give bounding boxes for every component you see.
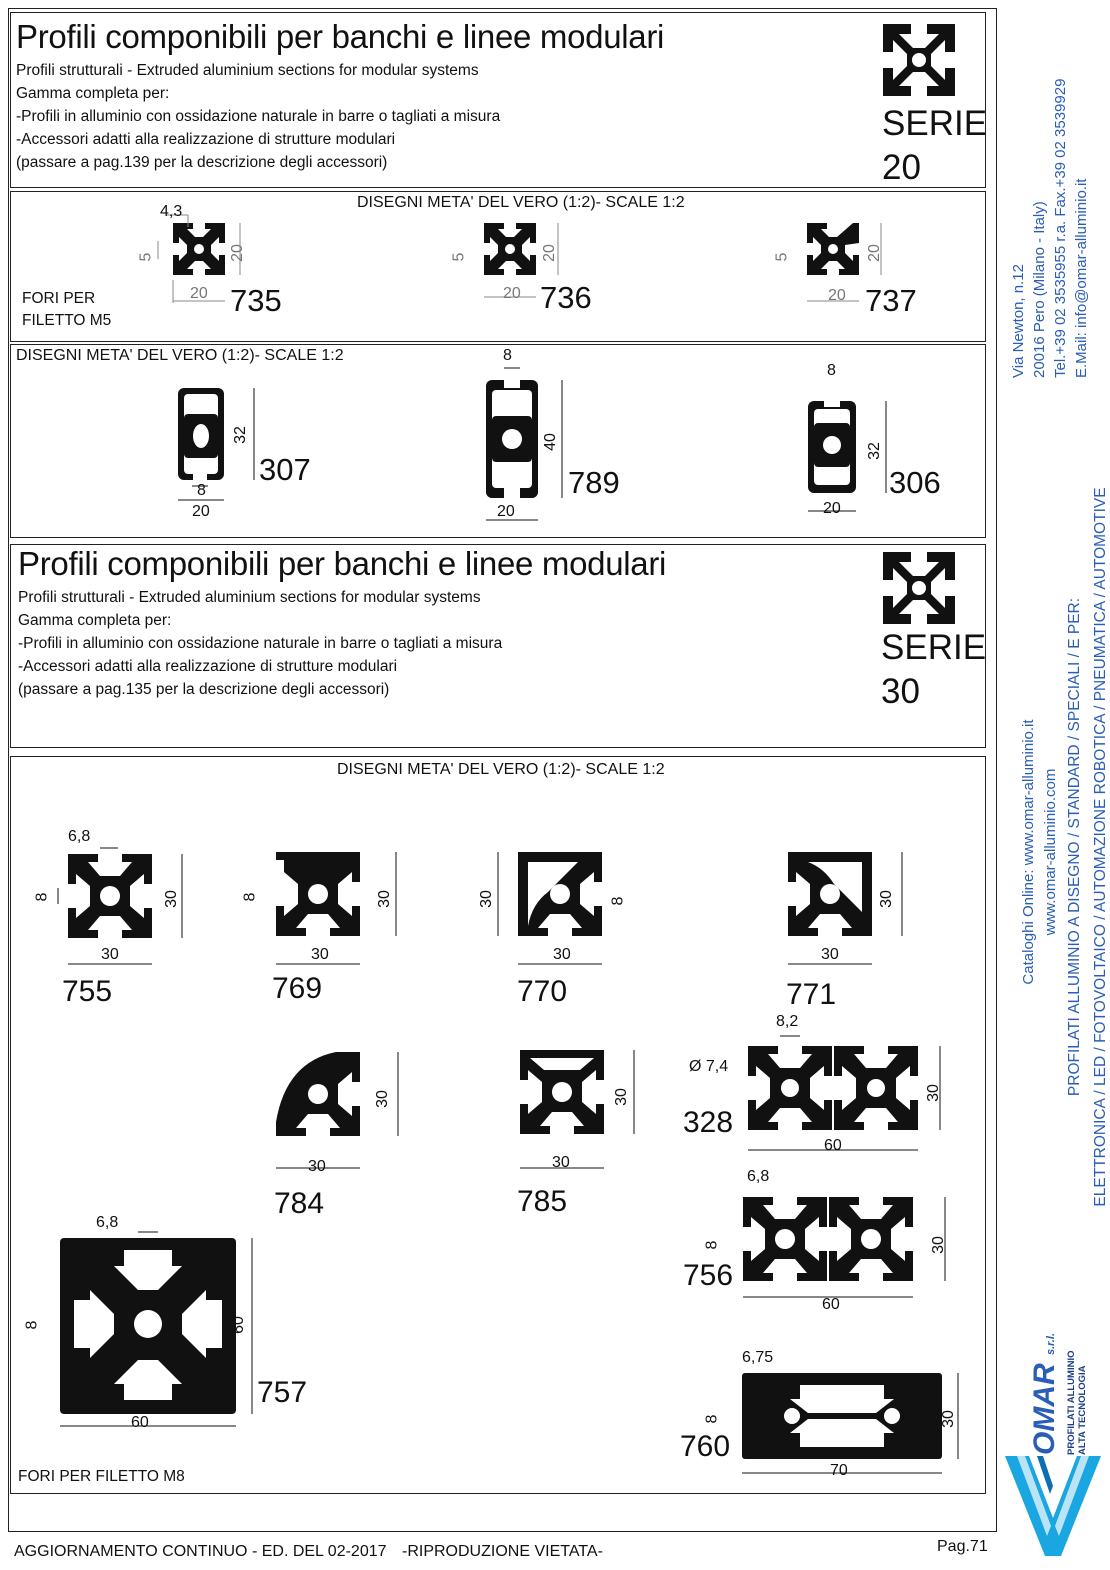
dim-label: 6,8 [747,1168,770,1185]
profile-code-770: 770 [517,975,568,1008]
profile-code-757: 757 [257,1376,308,1409]
omar-logo-mark [1003,1452,1103,1560]
profile-code-760: 760 [680,1430,731,1463]
dim-label: 40 [541,433,559,451]
address-line: Via Newton, n.12 [1010,264,1027,378]
footer-copyright: -RIPRODUZIONE VIETATA- [402,1543,603,1560]
sector-line: ELETTRONICA / LED / FOTOVOLTAICO / AUTOMAZIONE ROBOTICA / PNEUMATICA / AUTOMOTIVE [1092,487,1109,1207]
dim-label: 30 [929,1236,947,1254]
dim-label: 8 [703,1240,721,1250]
dim-label: 30 [101,946,119,963]
logo-suffix: s.r.l. [1045,1332,1057,1355]
profile-307-drawing [170,380,270,525]
dim-label: 30 [311,946,329,963]
dim-label: 30 [375,890,393,908]
dim-label: 30 [552,1154,570,1171]
serie30-profile-icon [883,552,955,624]
sidebar-address [1008,38,1092,378]
dim-label: 70 [830,1462,848,1479]
dim-label: 8 [609,896,627,906]
serie30-line: -Accessori adatti alla realizzazione di strutture modulari [18,658,398,675]
dim-label: 20 [192,503,210,520]
serie30-line: Gamma completa per: [18,612,172,629]
dim-label: 20 [865,244,883,262]
serie20-line: (passare a pag.139 per la descrizione degli accessori) [16,154,388,171]
logo-tag2: ALTA TECNOLOGIA [1077,1365,1088,1455]
address-line: E.Mail: info@omar-alluminio.it [1073,178,1090,378]
dim-label: 60 [824,1137,842,1154]
serie30-line: (passare a pag.135 per la descrizione degli accessori) [18,681,390,698]
dim-label: 6,8 [96,1214,119,1231]
dim-label: 20 [823,500,841,517]
profile-code-735: 735 [230,283,282,318]
dim-label: 5 [773,252,791,262]
section-m5-note [22,288,111,332]
section-m8-caption: DISEGNI META' DEL VERO (1:2)- SCALE 1:2 [337,761,665,778]
sidebar-web [1018,692,1062,1012]
web-line: www.omar-alluminio.com [1042,768,1059,936]
dim-label: 30 [821,946,839,963]
dim-label: 8 [23,1320,41,1330]
dim-label: 30 [612,1088,630,1106]
dim-label: 20 [497,503,515,520]
dim-label: 30 [939,1410,957,1428]
profile-code-328: 328 [683,1106,734,1139]
profile-760-drawing [730,1355,970,1485]
profile-code-769: 769 [272,972,323,1005]
profile-code-306: 306 [889,465,941,500]
serie20-title: Profili componibili per banchi e linee modulari [16,18,665,55]
dim-label: 60 [229,1316,247,1334]
section-slots-caption: DISEGNI META' DEL VERO (1:2)- SCALE 1:2 [16,347,344,364]
dim-label: 30 [553,946,571,963]
profile-code-737: 737 [865,283,917,318]
serie30-lines [18,586,502,701]
serie20-line: -Accessori adatti alla realizzazione di strutture modulari [16,131,396,148]
serie30-line: Profili strutturali - Extruded aluminium sections for modular systems [18,589,481,606]
profile-789-drawing [480,360,580,530]
serie-value: 30 [881,672,920,711]
dim-label: 60 [822,1296,840,1313]
dim-label: 30 [162,890,180,908]
profile-code-755: 755 [62,975,113,1008]
dim-label: 30 [308,1158,326,1175]
serie-label: SERIE [882,104,988,143]
profile-306-drawing [800,375,900,520]
profile-code-785: 785 [517,1185,568,1218]
profile-code-736: 736 [540,280,592,315]
profile-code-771: 771 [786,978,837,1011]
serie20-profile-icon [883,24,955,96]
serie-value: 20 [882,148,921,187]
footer-page-number: Pag.71 [937,1538,988,1555]
dim-label: 8 [503,347,512,364]
dim-label: 30 [477,890,495,908]
profile-784-drawing [260,1040,420,1180]
profile-771-drawing [770,830,930,970]
footer-edition: AGGIORNAMENTO CONTINUO - ED. DEL 02-2017 [14,1543,387,1560]
dim-label: 6,8 [68,828,91,845]
dim-label: 8,2 [776,1013,799,1030]
serie30-title: Profili componibili per banchi e linee modulari [18,545,667,582]
dim-label: 20 [503,285,521,302]
dim-label: 20 [540,244,558,262]
dim-label: 8 [241,892,259,902]
serie30-line: -Profili in alluminio con ossidazione naturale in barre o tagliati a misura [18,635,503,652]
profile-code-784: 784 [274,1187,325,1220]
dim-label: 8 [33,892,51,902]
dim-label: 32 [865,442,883,460]
web-line: Cataloghi Online: www.omar-alluminio.it [1020,719,1037,985]
address-line: Tel.+39 02 3535955 r.a. Fax.+39 02 3539929 [1052,78,1069,378]
logo-tag1: PROFILATI ALLUMINIO [1066,1350,1077,1455]
serie20-lines [16,59,500,174]
dim-label: 20 [228,244,246,262]
serie20-badge [882,102,987,190]
sector-line: PROFILATI ALLUMINIO A DISEGNO / STANDARD / SPECIALI / E PER: [1066,597,1083,1097]
serie20-line: Profili strutturali - Extruded aluminium sections for modular systems [16,62,479,79]
dim-label: 6,75 [742,1349,774,1366]
address-line: 20016 Pero (Milano - Italy) [1031,201,1048,378]
dim-label: 32 [231,426,249,444]
dim-label: 8 [703,1414,721,1424]
note-line: FORI PER [22,290,96,307]
omar-logo-text [1030,1325,1088,1455]
dim-label: Ø 7,4 [689,1058,729,1075]
dim-label: 20 [828,287,846,304]
dim-label: 20 [190,285,208,302]
dim-label: 60 [131,1414,149,1431]
dim-label: 30 [877,890,895,908]
serie20-line: Gamma completa per: [16,85,170,102]
dim-label: 5 [450,252,468,262]
note-line: FILETTO M5 [22,312,112,329]
logo-name: OMAR [1028,1363,1061,1455]
sidebar-sectors [1062,432,1110,1262]
serie30-badge [881,626,986,714]
profile-code-307: 307 [259,452,311,487]
dim-label: 8 [197,482,206,499]
profile-code-789: 789 [568,465,620,500]
dim-label: 30 [373,1090,391,1108]
profile-code-756: 756 [683,1259,734,1292]
section-m8-note: FORI PER FILETTO M8 [18,1468,185,1485]
dim-label: 5 [137,252,155,262]
dim-label: 30 [924,1084,942,1102]
section-m5-caption: DISEGNI META' DEL VERO (1:2)- SCALE 1:2 [357,194,685,211]
dim-label: 8 [827,362,836,379]
serie20-line: -Profili in alluminio con ossidazione naturale in barre o tagliati a misura [16,108,501,125]
dim-label: 4,3 [160,203,183,220]
serie-label: SERIE [881,628,987,667]
profile-785-drawing [500,1040,660,1180]
